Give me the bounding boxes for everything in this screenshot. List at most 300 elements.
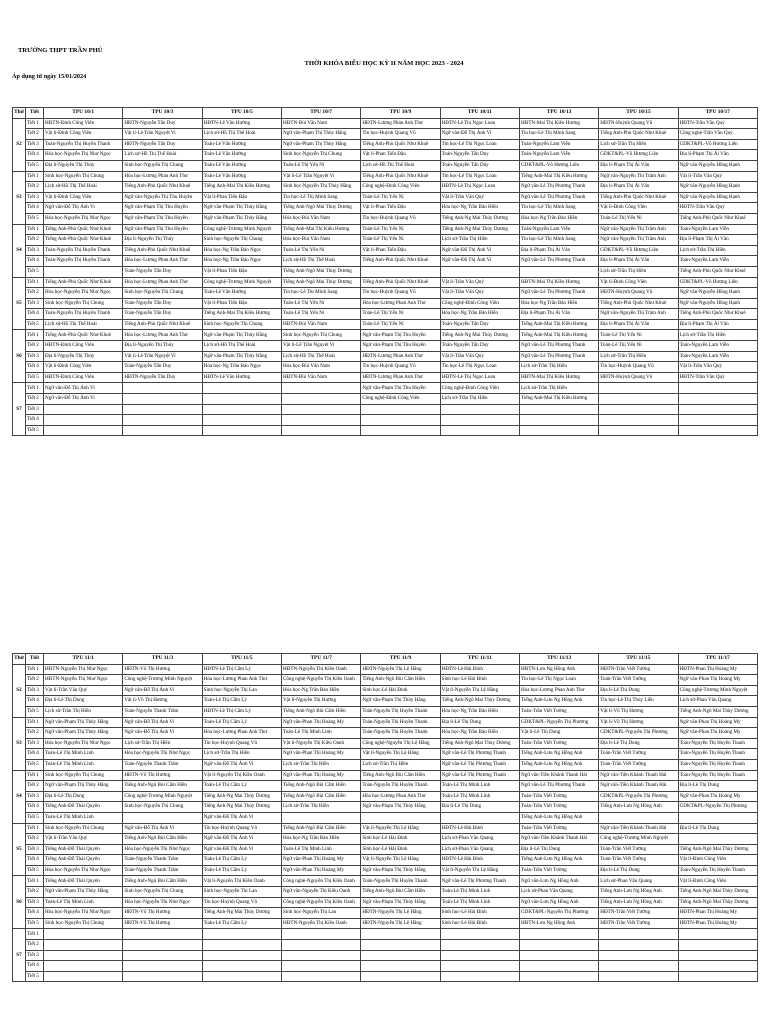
lesson-cell: HĐTN-Trần Viết Tường xyxy=(599,908,678,919)
lesson-cell: Địa lí-Phạm Thị Ái Vân xyxy=(519,309,598,320)
lesson-cell xyxy=(440,425,519,436)
lesson-cell xyxy=(361,415,440,426)
lesson-cell xyxy=(202,394,281,405)
lesson-cell: Tiếng Anh-Ngô Bùi Cẩm Hiền xyxy=(281,706,360,717)
lesson-cell: Ngữ văn-Nguyễn Thị Trâm Anh xyxy=(599,171,678,182)
column-header-period: Tiết xyxy=(26,654,44,665)
period-cell: Tiết 1 xyxy=(26,383,44,394)
table-row xyxy=(13,876,758,887)
column-header-class: TPU 11/11 xyxy=(440,654,519,665)
lesson-cell: Toán-Nguyễn Thanh Trâm xyxy=(123,759,202,770)
lesson-cell: HĐTN-Đinh Công Viên xyxy=(44,118,123,129)
lesson-cell: Ngữ văn-Tiền Khánh Thanh Hải xyxy=(519,834,598,845)
table-row xyxy=(13,685,758,696)
period-cell: Tiết 4 xyxy=(26,256,44,267)
lesson-cell: Vật lí-Phan Tiến Đậu xyxy=(202,298,281,309)
lesson-cell: Tiếng Anh-Lưu Ng Hồng Anh xyxy=(599,802,678,813)
lesson-cell: Sinh học-Nguyễn Thị Chung xyxy=(123,160,202,171)
lesson-cell: Lịch sử-Hồ Thị Thế Hoài xyxy=(44,182,123,193)
lesson-cell: HĐTN-Nguyễn Thị Kiều Oanh xyxy=(281,918,360,929)
period-cell: Tiết 2 xyxy=(26,940,44,951)
lesson-cell: Ngữ văn-Phạm Thị Thu Huyền xyxy=(361,330,440,341)
lesson-cell: Tiếng Anh-Phù Quốc Như Khuê xyxy=(123,319,202,330)
lesson-cell xyxy=(440,929,519,940)
lesson-cell: Vật lí-Trần Văn Quý xyxy=(440,192,519,203)
lesson-cell: Vật lí-Đinh Công Viên xyxy=(678,876,757,887)
column-header-class: TPU 11/9 xyxy=(361,654,440,665)
lesson-cell: Vật lí-Trần Văn Quý xyxy=(678,171,757,182)
lesson-cell: Vật lí-Phan Tiến Đậu xyxy=(202,192,281,203)
lesson-cell: Ngữ văn-Phạm Thị Thủy Hằng xyxy=(361,696,440,707)
lesson-cell: Vật lí-Lê Trần Nguyệt Vi xyxy=(281,171,360,182)
lesson-cell: Ngữ văn-Nguyễn Thị Trâm Anh xyxy=(599,224,678,235)
period-cell: Tiết 1 xyxy=(26,664,44,675)
lesson-cell: Lịch sử-Hồ Thị Thế Hoài xyxy=(44,319,123,330)
lesson-cell: Sinh học-Nguyễn Thị Chung xyxy=(44,770,123,781)
lesson-cell xyxy=(599,961,678,972)
lesson-cell: Ngữ văn-Lưu Ng Hồng Anh xyxy=(519,897,598,908)
lesson-cell xyxy=(123,383,202,394)
lesson-cell: Vật lí-Lê Trần Nguyệt Vi xyxy=(281,341,360,352)
lesson-cell: Tiếng Anh-Ngô Bùi Cẩm Hiền xyxy=(361,887,440,898)
lesson-cell: Ngữ văn-Phạm Thị Thủy Hằng xyxy=(281,139,360,150)
lesson-cell: GDKT&PL-Nguyễn Thị Phương xyxy=(599,791,678,802)
lesson-cell: Toán-Trần Viết Tường xyxy=(519,802,598,813)
lesson-cell: Ngữ văn-Lê Thị Phương Thanh xyxy=(440,749,519,760)
table-row xyxy=(13,171,758,182)
lesson-cell: Vật lí-Lê Thị Dung xyxy=(519,728,598,739)
lesson-cell: Toán-Nguyễn Lam Viễn xyxy=(519,224,598,235)
table-row xyxy=(13,929,758,940)
table-row xyxy=(13,277,758,288)
table-row xyxy=(13,351,758,362)
lesson-cell: HĐTN-Lưu Ng Hồng Anh xyxy=(519,664,598,675)
lesson-cell xyxy=(123,394,202,405)
lesson-cell: Tiếng Anh-Ng Mai Thùy Dương xyxy=(440,330,519,341)
lesson-cell: Tiếng Anh-Ngô Bùi Cẩm Hiền xyxy=(123,781,202,792)
lesson-cell: Công nghệ-Nguyễn Thị Kiều Oanh xyxy=(281,876,360,887)
lesson-cell: Toán-Nguyễn Thị Huyền Thanh xyxy=(678,770,757,781)
lesson-cell: Tiếng Anh-Phù Quốc Như Khuê xyxy=(361,171,440,182)
lesson-cell: Vật lí-Nguyễn Thị Kiều Oanh xyxy=(281,738,360,749)
lesson-cell: Lịch sử-Phan Văn Quang xyxy=(440,844,519,855)
lesson-cell: Vật lí-Trần Văn Quý xyxy=(440,288,519,299)
lesson-cell: Địa lí-Lê Thị Dung xyxy=(519,844,598,855)
lesson-cell: HĐTN-Trần Văn Quý xyxy=(678,372,757,383)
table-row xyxy=(13,675,758,686)
lesson-cell: Hóa học-Lương Phan Anh Thư xyxy=(123,256,202,267)
table-row xyxy=(13,298,758,309)
lesson-cell: Ngữ văn-Phan Thị Hoàng My xyxy=(678,717,757,728)
lesson-cell: Vật lí-Phan Tiến Đậu xyxy=(361,150,440,161)
column-header-class: TPU 10/7 xyxy=(281,108,360,119)
lesson-cell: HĐTN-Trần Viết Tường xyxy=(599,918,678,929)
column-header-class: TPU 11/3 xyxy=(123,654,202,665)
lesson-cell xyxy=(202,929,281,940)
lesson-cell xyxy=(123,425,202,436)
period-cell: Tiết 5 xyxy=(26,266,44,277)
column-header-class: TPU 10/9 xyxy=(361,108,440,119)
column-header-class: TPU 10/3 xyxy=(123,108,202,119)
lesson-cell: HĐTN-Lê Thị Ngọc Loan xyxy=(440,182,519,193)
lesson-cell: Địa lí-Phạm Thị Ái Vân xyxy=(678,150,757,161)
lesson-cell: Tiếng Anh-Ngô Bùi Cẩm Hiền xyxy=(123,834,202,845)
lesson-cell: Ngữ văn-Nguyễn Hồng Hạnh xyxy=(678,298,757,309)
page-title: THỜI KHÓA BIỂU HỌC KỲ II NĂM HỌC 2023 - 2024 xyxy=(304,60,464,67)
lesson-cell xyxy=(123,950,202,961)
lesson-cell: Tin học-Huỳnh Quang Vũ xyxy=(202,897,281,908)
lesson-cell: Vật lí-Võ Thị Hương xyxy=(123,696,202,707)
lesson-cell: Tiếng Anh-Lưu Ng Hồng Anh xyxy=(519,696,598,707)
lesson-cell: Tin học-Huỳnh Quang Vũ xyxy=(361,288,440,299)
lesson-cell: Hóa học-Ng Trần Bảo Hiền xyxy=(440,706,519,717)
lesson-cell: Ngữ văn-Phạm Thị Thu Huyền xyxy=(123,213,202,224)
lesson-cell xyxy=(123,940,202,951)
lesson-cell: Sinh học-Nguyễn Thị Chung xyxy=(202,235,281,246)
lesson-cell: Hóa học-Ng Trần Bảo Hiền xyxy=(281,685,360,696)
lesson-cell: Toán-Lê Thị Yến Ní xyxy=(281,160,360,171)
column-header-day: Thứ xyxy=(13,654,26,665)
lesson-cell: Công nghệ-Trần Văn Quý xyxy=(678,129,757,140)
lesson-cell: Vật lí-Lê Trần Nguyệt Vi xyxy=(123,351,202,362)
lesson-cell xyxy=(281,929,360,940)
lesson-cell: HĐTN-Phan Thị Hoàng My xyxy=(678,918,757,929)
lesson-cell: Tin học-Lê Thị Minh Sang xyxy=(519,203,598,214)
lesson-cell: Ngữ văn-Đỗ Thị Ánh Vi xyxy=(440,129,519,140)
lesson-cell: GDKT&PL-Nguyễn Thị Phương xyxy=(519,908,598,919)
lesson-cell: Công nghệ-Đinh Công Viên xyxy=(440,383,519,394)
applied-date: Áp dụng từ ngày 15/01/2024 xyxy=(12,73,87,80)
lesson-cell: Tiếng Anh-Ng Mai Thùy Dương xyxy=(202,791,281,802)
lesson-cell xyxy=(44,425,123,436)
period-cell: Tiết 1 xyxy=(26,770,44,781)
lesson-cell: Hóa học-Lương Phan Anh Thư xyxy=(202,728,281,739)
lesson-cell: HĐTN-Phan Thị Hoàng My xyxy=(678,664,757,675)
lesson-cell: Toán-Lê Thị Cẩm Lý xyxy=(202,855,281,866)
period-cell: Tiết 5 xyxy=(26,372,44,383)
lesson-cell: Vật lí-Nguyễn Thị Kiều Oanh xyxy=(202,770,281,781)
lesson-cell: Lịch sử-Trần Thị Hiền xyxy=(281,759,360,770)
lesson-cell: Lịch sử-Hồ Thị Thế Hoài xyxy=(202,341,281,352)
lesson-cell xyxy=(678,940,757,951)
lesson-cell xyxy=(519,415,598,426)
lesson-cell xyxy=(678,415,757,426)
lesson-cell: Hóa học-Ng Trần Bảo Hiền xyxy=(519,213,598,224)
lesson-cell: Toán-Nguyễn Tấn Duy xyxy=(440,160,519,171)
lesson-cell: Toán-Lê Thị Minh Linh xyxy=(281,844,360,855)
lesson-cell: Toán-Nguyễn Tấn Duy xyxy=(123,298,202,309)
lesson-cell xyxy=(44,929,123,940)
lesson-cell: Hóa học-Nguyễn Thị Như Ngọc xyxy=(123,897,202,908)
period-cell: Tiết 4 xyxy=(26,203,44,214)
lesson-cell: Vật lí-Võ Thị Hương xyxy=(599,706,678,717)
period-cell: Tiết 4 xyxy=(26,802,44,813)
column-header-class: TPU 10/17 xyxy=(678,108,757,119)
lesson-cell: Toán-Nguyễn Thị Huyền Thanh xyxy=(44,139,123,150)
lesson-cell: Vật lí-Võ Thị Hương xyxy=(599,717,678,728)
lesson-cell: Địa lí-Nguyễn Thị Thúy xyxy=(44,351,123,362)
lesson-cell: Công nghệ-Đinh Công Viên xyxy=(361,394,440,405)
lesson-cell: Công nghệ-Đinh Công Viên xyxy=(440,298,519,309)
lesson-cell: Tiếng Anh-Ngô Mai Thùy Dương xyxy=(678,887,757,898)
period-cell: Tiết 1 xyxy=(26,823,44,834)
lesson-cell: Toán-Nguyễn Tấn Duy xyxy=(123,362,202,373)
lesson-cell: Tiếng Anh-Phù Quốc Như Khuê xyxy=(44,277,123,288)
lesson-cell: Địa lí-Phạm Thị Ái Vân xyxy=(599,182,678,193)
period-cell: Tiết 2 xyxy=(26,341,44,352)
lesson-cell: Tiếng Anh-Phù Quốc Như Khuê xyxy=(44,224,123,235)
table-row xyxy=(13,256,758,267)
lesson-cell xyxy=(281,425,360,436)
lesson-cell: HĐTN-Lê Hải Đình xyxy=(440,855,519,866)
table-row xyxy=(13,415,758,426)
lesson-cell: HĐTN-Mai Thị Kiều Hương xyxy=(519,372,598,383)
lesson-cell: Ngữ văn-Nguyễn Hồng Hạnh xyxy=(678,288,757,299)
lesson-cell xyxy=(44,971,123,982)
lesson-cell xyxy=(440,404,519,415)
lesson-cell xyxy=(44,404,123,415)
lesson-cell: Công nghệ-Nguyễn Thị Kiều Oanh xyxy=(281,675,360,686)
table-row xyxy=(13,245,758,256)
period-cell: Tiết 3 xyxy=(26,897,44,908)
lesson-cell: Toán-Nguyễn Thị Huyền Thanh xyxy=(361,717,440,728)
lesson-cell: Tiếng Anh-Đỗ Thái Quyên xyxy=(44,876,123,887)
lesson-cell: Ngữ văn-Phạm Thị Thủy Hằng xyxy=(202,203,281,214)
lesson-cell xyxy=(440,415,519,426)
lesson-cell: Tiếng Anh-Lưu Ng Hồng Anh xyxy=(599,897,678,908)
period-cell: Tiết 1 xyxy=(26,330,44,341)
column-header-class: TPU 11/15 xyxy=(599,654,678,665)
period-cell: Tiết 1 xyxy=(26,277,44,288)
table-row xyxy=(13,950,758,961)
lesson-cell: Lịch sử-Trần Thị Hiền xyxy=(599,266,678,277)
day-cell: S7 xyxy=(13,383,26,436)
table-row xyxy=(13,192,758,203)
period-cell: Tiết 5 xyxy=(26,319,44,330)
lesson-cell xyxy=(44,940,123,951)
lesson-cell: Lịch sử-Trần Thị Hiền xyxy=(361,759,440,770)
lesson-cell xyxy=(440,961,519,972)
lesson-cell: GDKT&PL-Võ Hương Liên xyxy=(519,160,598,171)
lesson-cell: HĐTN-Huỳnh Quang Vũ xyxy=(599,288,678,299)
lesson-cell: Toán-Trần Viết Tường xyxy=(599,855,678,866)
column-header-period: Tiết xyxy=(26,108,44,119)
lesson-cell: Sinh học-Nguyễn Thị Chung xyxy=(44,918,123,929)
lesson-cell: Toán-Lê Thị Minh Linh xyxy=(440,791,519,802)
lesson-cell xyxy=(440,266,519,277)
lesson-cell: Sinh học-Nguyễn Thị Lan xyxy=(202,887,281,898)
lesson-cell xyxy=(44,961,123,972)
day-cell: S2 xyxy=(13,118,26,171)
lesson-cell: HĐTN-Lương Phan Anh Thư xyxy=(361,351,440,362)
lesson-cell: Địa lí-Phạm Thị Ái Vân xyxy=(678,235,757,246)
lesson-cell: Địa lí-Lê Thị Dung xyxy=(678,823,757,834)
table-row xyxy=(13,139,758,150)
lesson-cell xyxy=(678,404,757,415)
lesson-cell: Toán-Lê Văn Hướng xyxy=(202,288,281,299)
table-row xyxy=(13,160,758,171)
lesson-cell: Toán-Lê Thị Minh Linh xyxy=(44,749,123,760)
table-row xyxy=(13,319,758,330)
table-row xyxy=(13,728,758,739)
lesson-cell: Hóa học-Nguyễn Thị Như Ngọc xyxy=(44,213,123,224)
lesson-cell: Toán-Lê Thị Cẩm Lý xyxy=(202,696,281,707)
lesson-cell: Sinh học-Nguyễn Thị Chung xyxy=(202,319,281,330)
lesson-cell: Ngữ văn-Lê Thị Phương Thanh xyxy=(519,182,598,193)
lesson-cell xyxy=(281,971,360,982)
column-header-class: TPU 10/11 xyxy=(440,108,519,119)
lesson-cell: Vật lí-Trần Văn Quý xyxy=(440,277,519,288)
lesson-cell: Công nghệ-Trương Minh Nguyệt xyxy=(678,685,757,696)
lesson-cell: Toán-Nguyễn Thị Huyền Thanh xyxy=(678,759,757,770)
lesson-cell xyxy=(202,971,281,982)
lesson-cell: Toán-Trần Viết Tường xyxy=(599,844,678,855)
lesson-cell xyxy=(281,940,360,951)
lesson-cell: Sinh học-Lê Hải Đình xyxy=(440,908,519,919)
lesson-cell: Địa lí-Lê Thị Dung xyxy=(678,781,757,792)
lesson-cell: Lịch sử-Trần Thị Hiền xyxy=(599,351,678,362)
lesson-cell: Lịch sử-Trần Thị Hiền xyxy=(519,362,598,373)
lesson-cell: Vật lí-Trần Văn Quý xyxy=(678,362,757,373)
lesson-cell: Toán-Lê Thị Cẩm Lý xyxy=(202,781,281,792)
lesson-cell: Hóa học-Lương Phan Anh Thư xyxy=(361,791,440,802)
timetable-grade-10 xyxy=(12,107,758,436)
lesson-cell: Địa lí-Lê Thị Dung xyxy=(440,717,519,728)
lesson-cell xyxy=(202,950,281,961)
lesson-cell: Hóa học-Lương Phan Anh Thư xyxy=(123,277,202,288)
lesson-cell: Sinh học-Lê Hải Đình xyxy=(440,675,519,686)
lesson-cell: GDKT&PL-Võ Hương Liên xyxy=(599,245,678,256)
lesson-cell: Tiếng Anh-Phù Quốc Như Khuê xyxy=(123,245,202,256)
lesson-cell: Toán-Lê Thị Cẩm Lý xyxy=(202,918,281,929)
lesson-cell: Vật lí-Phan Tiến Đậu xyxy=(361,203,440,214)
table-row xyxy=(13,383,758,394)
period-cell: Tiết 4 xyxy=(26,309,44,320)
lesson-cell: Toán-Lê Thị Yến Ní xyxy=(281,298,360,309)
lesson-cell xyxy=(519,940,598,951)
lesson-cell: Sinh học-Nguyễn Thị Chung xyxy=(123,887,202,898)
lesson-cell: HĐTN-Nguyễn Tấn Duy xyxy=(123,139,202,150)
lesson-cell: GDKT&PL-Võ Hương Liên xyxy=(599,150,678,161)
lesson-cell: Sinh học-Nguyễn Thị Chung xyxy=(44,171,123,182)
lesson-cell: Hóa học-Bùi Văn Nam xyxy=(281,362,360,373)
table-row xyxy=(13,865,758,876)
period-cell: Tiết 2 xyxy=(26,781,44,792)
lesson-cell: Toán-Lê Thị Yến Ní xyxy=(361,192,440,203)
lesson-cell: Lịch sử-Trần Thị Hiền xyxy=(281,802,360,813)
lesson-cell: Toán-Nguyễn Thị Huyền Thanh xyxy=(361,781,440,792)
lesson-cell: HĐTN-Trần Viết Tường xyxy=(599,664,678,675)
lesson-cell: Lịch sử-Hồ Thị Thế Hoài xyxy=(281,351,360,362)
lesson-cell: Vật lí-Phan Tiến Đậu xyxy=(361,245,440,256)
lesson-cell: Vật lí-Đinh Công Viên xyxy=(599,203,678,214)
lesson-cell: Ngữ văn-Đỗ Thị Ánh Vi xyxy=(123,717,202,728)
lesson-cell xyxy=(361,812,440,823)
lesson-cell: Lịch sử-Trần Thị Hiền xyxy=(440,235,519,246)
lesson-cell: Toán-Nguyễn Tấn Duy xyxy=(123,266,202,277)
lesson-cell: Toán-Nguyễn Thị Huyền Thanh xyxy=(678,738,757,749)
lesson-cell: HĐTN-Nguyễn Tấn Duy xyxy=(123,118,202,129)
lesson-cell: Ngữ văn-Phan Thị Hoàng My xyxy=(678,791,757,802)
column-header-day: Thứ xyxy=(13,108,26,119)
lesson-cell: Toán-Nguyễn Thị Huyền Thanh xyxy=(44,256,123,267)
lesson-cell: HĐTN-Nguyễn Thị Như Ngọc xyxy=(44,664,123,675)
lesson-cell: HĐTN-Mai Thị Kiều Hương xyxy=(519,277,598,288)
lesson-cell: Ngữ văn-Nguyễn Thị Kiều Oanh xyxy=(281,887,360,898)
lesson-cell: HĐTN-Lê Thị Ngọc Loan xyxy=(440,372,519,383)
lesson-cell: Toán-Trần Viết Tường xyxy=(599,759,678,770)
lesson-cell: Hóa học-Lương Phan Anh Thư xyxy=(123,171,202,182)
lesson-cell: Sinh học-Nguyễn Thị Chung xyxy=(281,150,360,161)
lesson-cell xyxy=(678,929,757,940)
lesson-cell: Ngữ văn-Phan Thị Hoàng My xyxy=(281,770,360,781)
lesson-cell: Toán-Lê Thị Minh Linh xyxy=(440,887,519,898)
lesson-cell: Tiếng Anh-Lưu Ng Hồng Anh xyxy=(519,812,598,823)
lesson-cell: Công nghệ-Đinh Công Viên xyxy=(361,182,440,193)
lesson-cell: Toán-Trần Viết Tường xyxy=(599,749,678,760)
lesson-cell: Tiếng Anh-Ngô Mai Thùy Dương xyxy=(281,277,360,288)
lesson-cell xyxy=(44,415,123,426)
lesson-cell: Tiếng Anh-Ngô Mai Thùy Dương xyxy=(281,203,360,214)
column-header-class: TPU 10/15 xyxy=(599,108,678,119)
period-cell: Tiết 1 xyxy=(26,224,44,235)
day-cell: S3 xyxy=(13,171,26,224)
lesson-cell: HĐTN-Lê Văn Hướng xyxy=(202,118,281,129)
lesson-cell: Hóa học-Lương Phan Anh Thư xyxy=(123,330,202,341)
lesson-cell: Sinh học-Nguyễn Thị Chung xyxy=(123,288,202,299)
table-row xyxy=(13,404,758,415)
lesson-cell: Toán-Lê Văn Hướng xyxy=(202,150,281,161)
lesson-cell: Toán-Nguyễn Lam Viễn xyxy=(519,139,598,150)
table-row xyxy=(13,971,758,982)
lesson-cell: Địa lí-Phạm Thị Ái Vân xyxy=(519,245,598,256)
lesson-cell xyxy=(678,950,757,961)
lesson-cell xyxy=(361,961,440,972)
lesson-cell: Ngữ văn-Phạm Thị Thủy Hằng xyxy=(361,802,440,813)
lesson-cell: Hóa học-Lương Phan Anh Thư xyxy=(519,685,598,696)
lesson-cell xyxy=(599,812,678,823)
lesson-cell: Tiếng Anh-Mai Thị Kiều Hương xyxy=(202,182,281,193)
lesson-cell: Tin học-Lê Thị Ngọc Loan xyxy=(440,139,519,150)
lesson-cell: Ngữ văn-Phạm Thị Thủy Hằng xyxy=(202,351,281,362)
lesson-cell: Toán-Lê Thị Yến Ní xyxy=(599,330,678,341)
lesson-cell: Ngữ văn-Đỗ Thị Ánh Vi xyxy=(202,812,281,823)
lesson-cell: Lịch sử-Phan Văn Quang xyxy=(519,887,598,898)
lesson-cell: Lịch sử-Hồ Thị Thế Hoài xyxy=(281,256,360,267)
lesson-cell: Sinh học-Nguyễn Thị Lan xyxy=(281,908,360,919)
period-cell: Tiết 3 xyxy=(26,139,44,150)
lesson-cell xyxy=(123,971,202,982)
lesson-cell: Tiếng Anh-Đỗ Thái Quyên xyxy=(44,802,123,813)
lesson-cell: Sinh học-Nguyễn Thị Chung xyxy=(44,823,123,834)
lesson-cell xyxy=(678,971,757,982)
lesson-cell: Tiếng Anh-Ng Mai Thùy Dương xyxy=(202,802,281,813)
table-row xyxy=(13,288,758,299)
lesson-cell: Hóa học-Nguyễn Thị Như Ngọc xyxy=(44,865,123,876)
lesson-cell: Lịch sử-Trần Thị Hiền xyxy=(519,383,598,394)
lesson-cell: HĐTN-Lê Hải Đình xyxy=(440,664,519,675)
table-row xyxy=(13,749,758,760)
lesson-cell: Toán-Lê Văn Hướng xyxy=(202,171,281,182)
lesson-cell: HĐTN-Bùi Văn Nam xyxy=(281,319,360,330)
lesson-cell xyxy=(361,971,440,982)
table-row xyxy=(13,394,758,405)
lesson-cell: Vật lí-Lê Trần Nguyệt Vi xyxy=(123,129,202,140)
column-header-class: TPU 11/13 xyxy=(519,654,598,665)
table-row xyxy=(13,372,758,383)
lesson-cell: Ngữ văn-Đỗ Thị Ánh Vi xyxy=(440,245,519,256)
period-cell: Tiết 5 xyxy=(26,213,44,224)
